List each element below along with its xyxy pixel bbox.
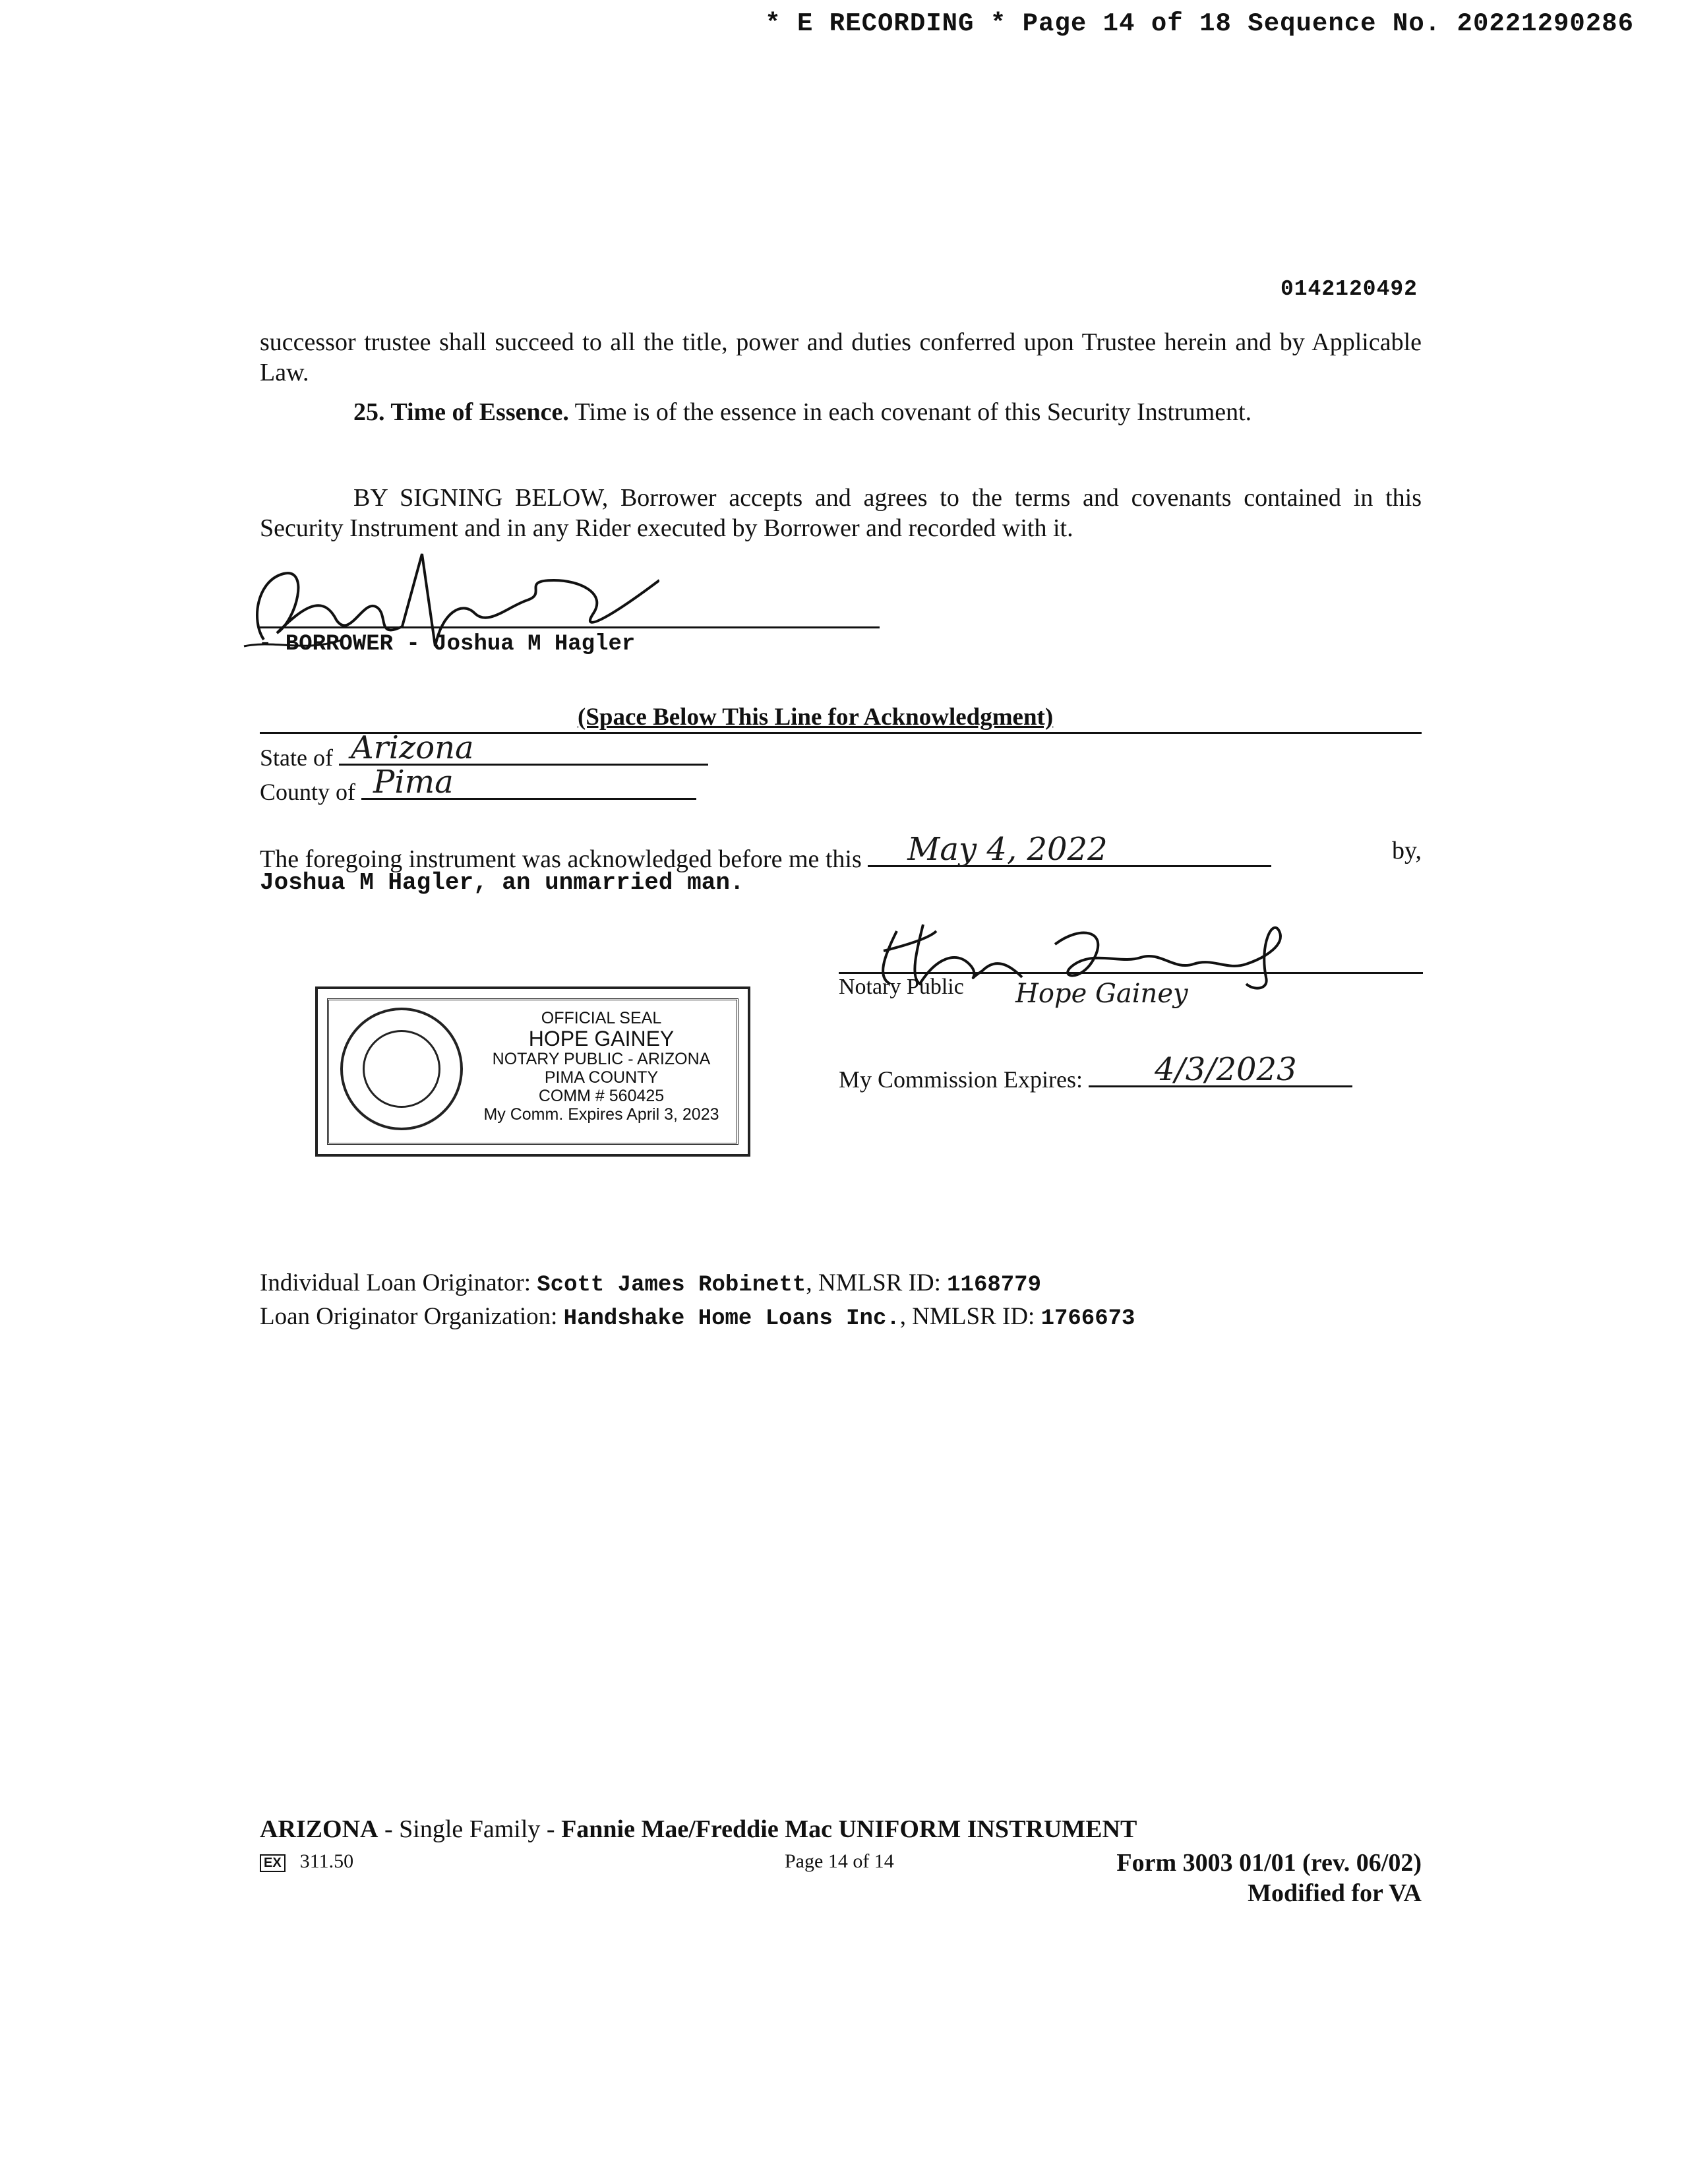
commission-row <box>839 1051 1352 1093</box>
commission-label: My Commission Expires: <box>839 1066 1083 1093</box>
org-originator-name: Handshake Home Loans Inc. <box>563 1306 900 1331</box>
seal-text <box>463 1009 740 1124</box>
footer-state: ARIZONA <box>260 1815 378 1843</box>
successor-trustee-paragraph: successor trustee shall succeed to all the title, power and duties conferred upon Trustee herein and by Applicable Law. <box>260 328 1422 386</box>
loan-number: 0142120492 <box>1280 277 1418 301</box>
footer-sep: - Single Family - <box>378 1815 562 1843</box>
recording-header: * E RECORDING * Page 14 of 18 Sequence No. 20221290286 <box>765 9 1634 38</box>
footer-form-number: Form 3003 01/01 (rev. 06/02) <box>1116 1849 1422 1877</box>
state-value: Arizona <box>350 729 474 766</box>
footer-page-number: Page 14 of 14 <box>785 1850 894 1872</box>
footer-modified: Modified for VA <box>1248 1879 1422 1907</box>
seal-line: OFFICIAL SEAL <box>541 1009 662 1027</box>
commission-value: 4/3/2023 <box>1155 1051 1297 1088</box>
signing-below-paragraph: BY SIGNING BELOW, Borrower accepts and agrees to the terms and covenants contained in this Security Instrument and in any Rider executed by Borrower and recorded with it. <box>260 484 1422 542</box>
county-row <box>260 764 696 806</box>
time-of-essence-text: Time is of the essence in each covenant of this Security Instrument. <box>568 398 1252 426</box>
by-label: by, <box>1391 837 1422 864</box>
org-id-label: , NMLSR ID: <box>899 1303 1041 1330</box>
notary-signature-line <box>839 972 1423 974</box>
state-label: State of <box>260 744 333 771</box>
seal-notary-name: HOPE GAINEY <box>528 1027 675 1050</box>
individual-nmlsr-id: 1168779 <box>947 1273 1041 1298</box>
individual-originator-label: Individual Loan Originator: <box>260 1269 537 1296</box>
borrower-signature-line <box>260 626 880 628</box>
named-party: Joshua M Hagler, an unmarried man. <box>260 869 744 896</box>
org-nmlsr-id: 1766673 <box>1040 1306 1135 1331</box>
loan-originator-block <box>260 1267 1135 1335</box>
seal-line: COMM # 560425 <box>538 1087 665 1105</box>
state-seal-icon <box>340 1008 463 1130</box>
space-below-heading: (Space Below This Line for Acknowledgment) <box>578 704 1054 731</box>
org-originator-label: Loan Originator Organization: <box>260 1303 564 1330</box>
date-value: May 4, 2022 <box>907 831 1108 868</box>
foregoing-label: The foregoing instrument was acknowledged before me this <box>260 845 862 873</box>
borrower-caption: - BORROWER - Joshua M Hagler <box>258 632 636 657</box>
seal-line: My Comm. Expires April 3, 2023 <box>483 1105 719 1124</box>
footer-code-value: 311.50 <box>299 1850 354 1872</box>
notary-public-label: Notary Public <box>839 975 964 999</box>
footer-instrument: Fannie Mae/Freddie Mac UNIFORM INSTRUMENT <box>561 1815 1137 1843</box>
state-row <box>260 729 708 772</box>
footer-form <box>1116 1848 1422 1908</box>
ex-logo: EX <box>260 1854 286 1872</box>
footer-code <box>260 1850 353 1873</box>
state-fill <box>339 729 708 766</box>
seal-line: NOTARY PUBLIC - ARIZONA <box>492 1050 711 1068</box>
county-fill <box>361 764 696 801</box>
individual-id-label: , NMLSR ID: <box>806 1269 948 1296</box>
commission-fill <box>1089 1051 1352 1088</box>
individual-originator-row <box>260 1267 1135 1301</box>
seal-line: PIMA COUNTY <box>544 1068 659 1087</box>
individual-originator-name: Scott James Robinett <box>537 1273 806 1298</box>
notary-seal-stamp <box>315 986 750 1157</box>
time-of-essence-paragraph <box>353 397 1251 427</box>
notary-printed-name: Hope Gainey <box>1015 979 1188 1009</box>
time-of-essence-heading: 25. Time of Essence. <box>353 398 569 426</box>
foregoing-row <box>260 831 1422 874</box>
county-label: County of <box>260 779 356 805</box>
county-value: Pima <box>373 764 454 801</box>
date-fill <box>868 831 1271 868</box>
org-originator-row <box>260 1301 1135 1335</box>
footer-title <box>260 1815 1137 1844</box>
